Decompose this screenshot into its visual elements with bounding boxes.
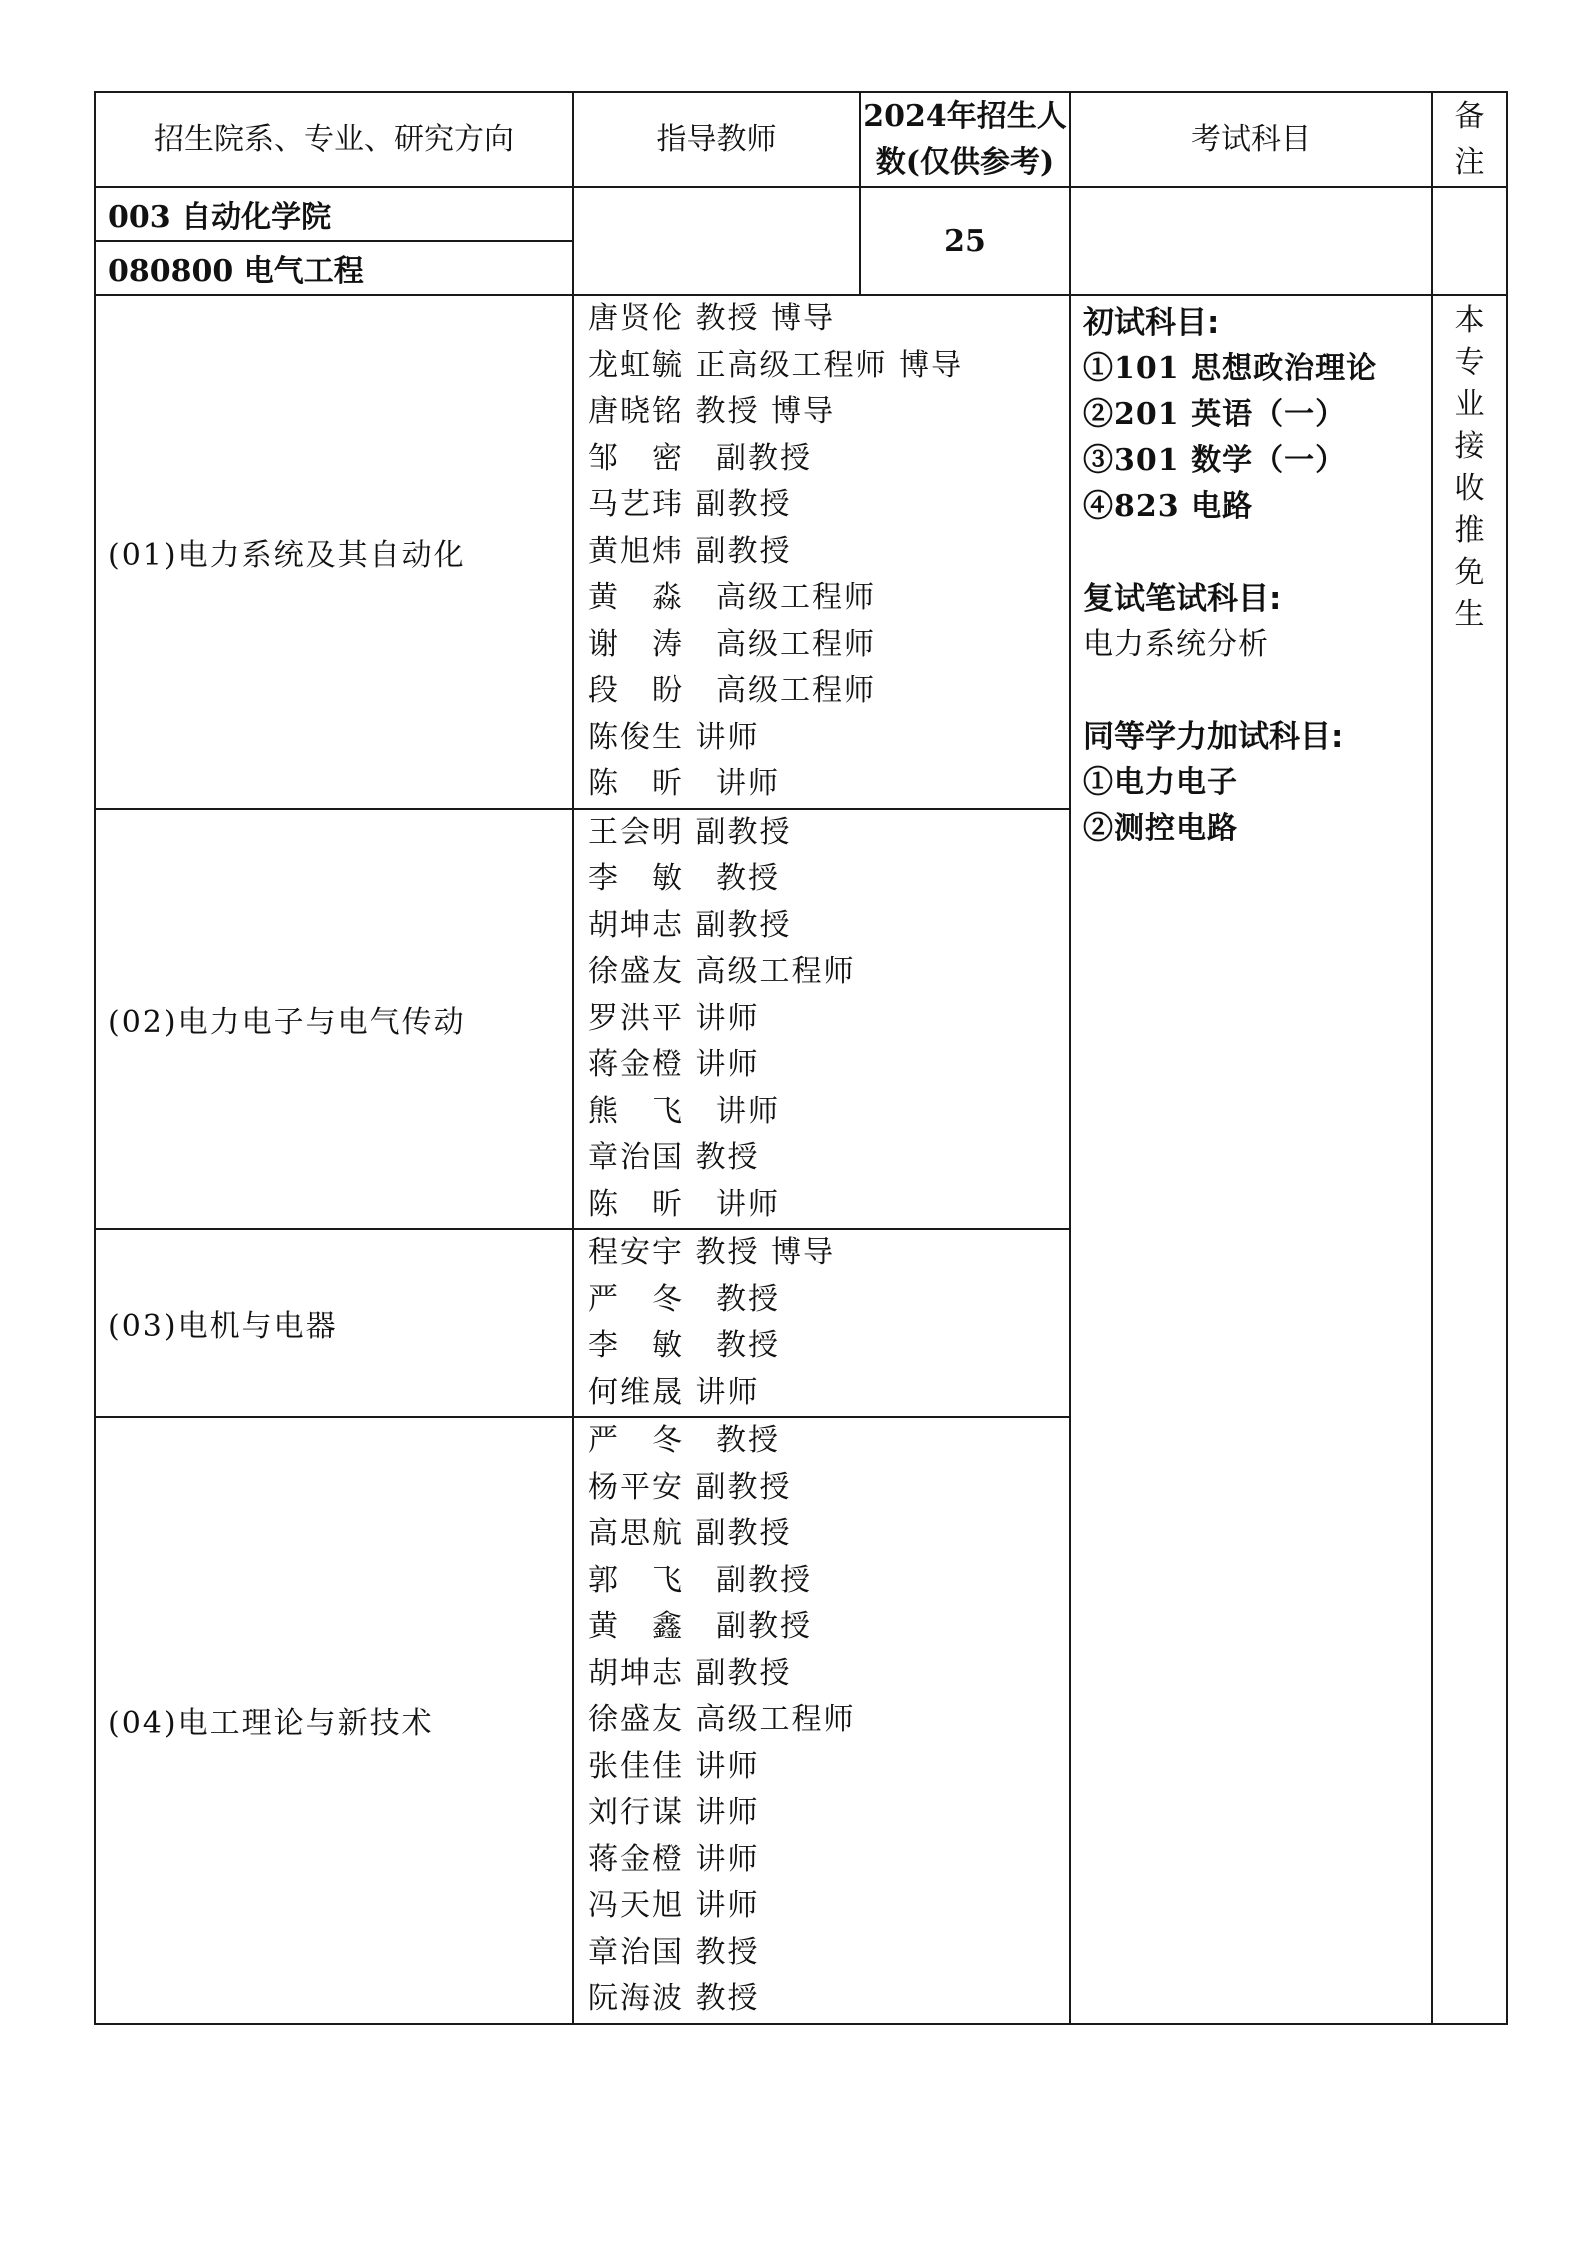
teacher-list xyxy=(573,1417,1070,2024)
initial-exam-title: 初试科目: xyxy=(1083,305,1220,341)
major-name: 080800 电气工程 xyxy=(95,241,573,295)
direction-name: (01)电力系统及其自动化 xyxy=(95,295,573,809)
teacher-item: 胡坤志 副教授 xyxy=(588,907,792,943)
header-count xyxy=(860,92,1070,187)
remark-char: 推 xyxy=(1454,513,1485,548)
teacher-item: 唐贤伦 教授 博导 xyxy=(588,301,836,336)
remark-char: 生 xyxy=(1454,597,1485,632)
teacher-item: 黄旭炜 副教授 xyxy=(588,533,792,569)
college-exam-empty xyxy=(1070,187,1432,295)
teacher-item: 严 冬 教授 xyxy=(588,1423,780,1458)
teacher-item: 段 盼 高级工程师 xyxy=(588,673,876,708)
teacher-list xyxy=(573,1229,1070,1417)
initial-exam-item: ③301 数学（一） xyxy=(1083,443,1347,478)
remark xyxy=(1432,295,1507,2024)
initial-exam-item: ④823 电路 xyxy=(1083,489,1254,524)
teacher-item: 刘行谋 讲师 xyxy=(588,1795,760,1830)
remark-text xyxy=(1433,296,1506,636)
equiv-exam-item: ②测控电路 xyxy=(1083,811,1238,846)
initial-exam-item: ②201 英语（一） xyxy=(1083,397,1347,432)
direction-name: (02)电力电子与电气传动 xyxy=(95,809,573,1230)
teacher-item: 张佳佳 讲师 xyxy=(588,1748,760,1784)
teacher-item: 冯天旭 讲师 xyxy=(588,1888,760,1923)
direction-name: (04)电工理论与新技术 xyxy=(95,1417,573,2024)
teacher-list xyxy=(573,809,1070,1230)
teacher-item: 何维晟 讲师 xyxy=(588,1374,760,1410)
teacher-item: 高思航 副教授 xyxy=(588,1516,792,1551)
teacher-item: 黄 淼 高级工程师 xyxy=(588,580,876,615)
college-teacher-empty xyxy=(573,187,860,295)
header-note xyxy=(1432,92,1507,187)
teacher-item: 章治国 教授 xyxy=(588,1934,760,1970)
teacher-item: 陈 昕 讲师 xyxy=(588,1186,780,1222)
teacher-item: 李 敏 教授 xyxy=(588,861,780,896)
teacher-item: 章治国 教授 xyxy=(588,1140,760,1175)
header-dept: 招生院系、专业、研究方向 xyxy=(95,92,573,187)
teacher-item: 熊 飞 讲师 xyxy=(588,1093,780,1129)
teacher-item: 胡坤志 副教授 xyxy=(588,1655,792,1691)
teacher-item: 邹 密 副教授 xyxy=(588,440,812,476)
equiv-exam-title: 同等学力加试科目: xyxy=(1083,719,1344,755)
teacher-item: 徐盛友 高级工程师 xyxy=(588,954,856,989)
college-row xyxy=(95,187,1507,241)
teacher-item: 郭 飞 副教授 xyxy=(588,1562,812,1598)
header-teacher: 指导教师 xyxy=(573,92,860,187)
teacher-item: 龙虹毓 正高级工程师 博导 xyxy=(588,347,964,383)
teacher-item: 杨平安 副教授 xyxy=(588,1469,792,1505)
enrollment-table xyxy=(94,91,1508,2025)
teacher-item: 黄 鑫 副教授 xyxy=(588,1609,812,1644)
teacher-item: 李 敏 教授 xyxy=(588,1328,780,1363)
teacher-item: 陈 昕 讲师 xyxy=(588,766,780,801)
retest-exam-title: 复试笔试科目: xyxy=(1083,581,1282,617)
remark-char: 专 xyxy=(1454,345,1485,380)
spacer xyxy=(1083,668,1431,714)
college-note-empty xyxy=(1432,187,1507,295)
teacher-item: 阮海波 教授 xyxy=(588,1981,760,2016)
remark-char: 业 xyxy=(1454,387,1485,422)
teacher-item: 马艺玮 副教授 xyxy=(588,487,792,522)
teacher-list xyxy=(573,295,1070,809)
teacher-item: 蒋金橙 讲师 xyxy=(588,1047,760,1082)
header-exam: 考试科目 xyxy=(1070,92,1432,187)
teacher-item: 陈俊生 讲师 xyxy=(588,719,760,755)
teacher-item: 罗洪平 讲师 xyxy=(588,1000,760,1036)
header-row xyxy=(95,92,1507,187)
teacher-item: 王会明 副教授 xyxy=(588,814,792,850)
enrollment-table-sheet xyxy=(94,91,1508,2025)
remark-char: 免 xyxy=(1454,555,1485,590)
header-count-line2: 数(仅供参考) xyxy=(875,144,1055,180)
teacher-item: 徐盛友 高级工程师 xyxy=(588,1702,856,1737)
header-note-line1: 备 xyxy=(1454,98,1485,134)
remark-char: 本 xyxy=(1454,303,1485,338)
initial-exam-item: ①101 思想政治理论 xyxy=(1083,351,1378,386)
teacher-item: 程安宇 教授 博导 xyxy=(588,1235,836,1270)
header-note-line2: 注 xyxy=(1454,144,1485,180)
remark-char: 接 xyxy=(1454,429,1485,464)
exam-subjects xyxy=(1070,295,1432,2024)
equiv-exam-item: ①电力电子 xyxy=(1083,765,1238,800)
header-count-line1: 2024年招生人 xyxy=(863,98,1067,134)
enroll-count: 25 xyxy=(860,187,1070,295)
teacher-item: 严 冬 教授 xyxy=(588,1281,780,1317)
remark-char: 收 xyxy=(1454,471,1485,506)
teacher-item: 谢 涛 高级工程师 xyxy=(588,626,876,662)
spacer xyxy=(1083,530,1431,576)
college-name: 003 自动化学院 xyxy=(95,187,573,241)
teacher-item: 唐晓铭 教授 博导 xyxy=(588,394,836,429)
direction-row-01 xyxy=(95,295,1507,809)
teacher-item: 蒋金橙 讲师 xyxy=(588,1841,760,1877)
direction-name: (03)电机与电器 xyxy=(95,1229,573,1417)
retest-exam-item: 电力系统分析 xyxy=(1083,627,1269,662)
